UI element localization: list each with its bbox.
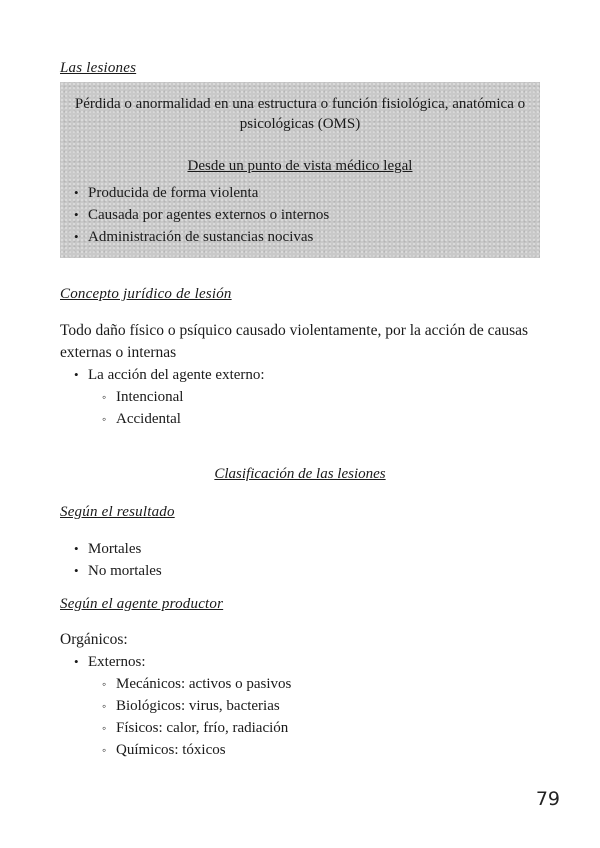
- list-item: • Mortales: [74, 538, 162, 560]
- list-item: • Causada por agentes externos o internos: [74, 204, 329, 226]
- heading-segun-agente: Según el agente productor: [60, 596, 224, 612]
- definition-box: [60, 82, 540, 258]
- medico-legal-subheading: Desde un punto de vista médico legal: [187, 158, 413, 174]
- list-item: ◦ Biológicos: virus, bacterias: [102, 695, 291, 717]
- agente-sublist: [102, 673, 291, 761]
- list-item: • Producida de forma violenta: [74, 182, 329, 204]
- list-item: ◦ Mecánicos: activos o pasivos: [102, 673, 291, 695]
- heading-segun-resultado: Según el resultado: [60, 504, 175, 520]
- heading-concepto-juridico: Concepto jurídico de lesión: [60, 286, 232, 302]
- list-item: ◦ Químicos: tóxicos: [102, 739, 291, 761]
- list-item: • Externos:: [74, 651, 146, 673]
- concepto-sublist: [102, 386, 183, 430]
- heading-las-lesiones: Las lesiones: [60, 60, 137, 76]
- list-item: • Administración de sustancias nocivas: [74, 226, 329, 248]
- clasificacion-title: Clasificación de las lesiones: [214, 466, 386, 482]
- concepto-paragraph: Todo daño físico o psíquico causado violentamente, por la acción de causas externas o internas: [60, 322, 529, 361]
- organicos-label: Orgánicos:: [60, 631, 128, 648]
- concepto-list: [74, 364, 265, 386]
- page-number: 79: [535, 788, 560, 810]
- resultado-list: [74, 538, 162, 582]
- list-item: ◦ Accidental: [102, 408, 183, 430]
- list-item: ◦ Físicos: calor, frío, radiación: [102, 717, 291, 739]
- medico-legal-list: [74, 182, 329, 248]
- definition-text: Pérdida o anormalidad en una estructura o función fisiológica, anatómica o psicológicas (OMS): [74, 96, 526, 132]
- list-item: ◦ Intencional: [102, 386, 183, 408]
- agente-list: [74, 651, 146, 673]
- list-item: • No mortales: [74, 560, 162, 582]
- list-item: • La acción del agente externo:: [74, 364, 265, 386]
